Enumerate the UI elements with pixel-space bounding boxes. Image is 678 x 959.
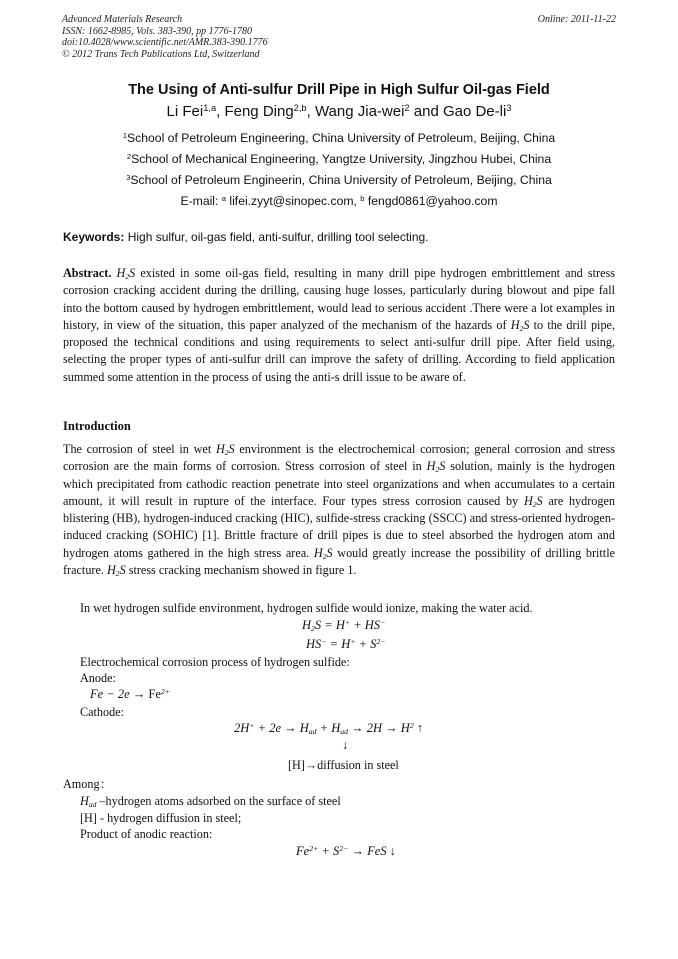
h2s-formula: $H_2S$	[510, 317, 530, 333]
h2s-formula: $H_2S$	[426, 459, 446, 475]
equation-1: $H_2S = H^+ + HS^-$	[302, 617, 386, 633]
affiliation-text: School of Petroleum Engineering, China University of Petroleum, Beijing, China	[127, 131, 556, 145]
author-list	[0, 103, 678, 120]
author-sup: 2,b	[293, 102, 307, 113]
body-line: Anode:	[80, 671, 116, 685]
affiliation-2	[0, 152, 678, 166]
equation-2: $HS^- = H^+ + S^{2-}$	[306, 636, 386, 651]
affiliation-3	[0, 173, 678, 187]
body-line	[80, 794, 341, 809]
body-line: [H]→diffusion in steel	[288, 758, 399, 772]
email-sup: b	[360, 193, 365, 203]
abstract-text: to the drill pipe, proposed the technical conditions and using requirements to select anti-sulfur drill pipe. After field using, selecting the proper types of anti-sulfur drill can improve the safety of drilling. According to field application summed some attention in the process of using the anti-s drill issue to be aware of.	[63, 317, 615, 384]
email-address: fengd0861@yahoo.com	[364, 194, 498, 208]
body-line: In wet hydrogen sulfide environment, hydrogen sulfide would ionize, making the water acid.	[80, 601, 533, 615]
intro-text: The corrosion of steel in wet	[63, 442, 216, 456]
affiliation-text: School of Mechanical Engineering, Yangtze University, Jingzhou Hubei, China	[131, 152, 552, 166]
keywords-label: Keywords:	[63, 230, 125, 244]
cathode-equation: $2H^+ + 2e \to H_{ad} + H_{ad} \to 2H \to H^2$ ↑	[234, 720, 424, 736]
anode-equation: $Fe - 2e \to Fe^{2+}$	[90, 686, 171, 701]
author-name: Li Fei	[166, 103, 204, 120]
abstract	[63, 265, 615, 386]
affiliation-sup: 3	[126, 172, 131, 182]
author-name: , Feng Ding	[216, 103, 294, 120]
introduction-paragraph	[63, 441, 615, 579]
body-line: [H] - hydrogen diffusion in steel;	[80, 811, 242, 825]
online-date: Online: 2011-11-22	[537, 14, 616, 25]
body-line: Electrochemical corrosion process of hydrogen sulfide:	[80, 655, 350, 669]
paper-title: The Using of Anti-sulfur Drill Pipe in High Sulfur Oil-gas Field	[128, 82, 550, 98]
section-heading: Introduction	[63, 419, 131, 433]
abstract-label: Abstract.	[63, 266, 112, 280]
down-arrow: ↓	[342, 738, 349, 752]
affiliation-sup: 1	[122, 130, 128, 140]
intro-text: environment is the electrochemical corrosion; general corrosion and stress corrosion are the main forms of corrosion. Stress corrosion of steel in	[63, 442, 615, 474]
h2s-formula: $H_2S$	[116, 266, 136, 281]
affiliation-text: School of Petroleum Engineerin, China University of Petroleum, Beijing, China	[130, 173, 552, 187]
h-ad-symbol: $H_{ad}$	[80, 794, 97, 809]
body-line: Product of anodic reaction:	[80, 827, 213, 841]
author-sup: 2	[404, 102, 410, 113]
had-description: –hydrogen atoms adsorbed on the surface of steel	[96, 794, 341, 808]
author-name: and Gao De-li	[409, 103, 507, 120]
intro-text: are hydrogen blistering (HB), hydrogen-induced cracking (HIC), sulfide-stress cracking (SSCC) and stress-oriented hydrogen-induced cracking (SOHIC) [1]. Brittle fracture of drill pipes is due to steel absorbed the hydrogen atom and hydrogen atoms gathered in the high stress area.	[63, 493, 615, 560]
author-name: , Wang Jia-wei	[306, 103, 405, 120]
h2s-formula: $H_2S$	[523, 493, 543, 509]
email-line	[0, 194, 678, 208]
body-line: Cathode:	[80, 705, 125, 719]
h2s-formula: $H_2S$	[215, 442, 235, 457]
formula-symbol: H	[116, 266, 126, 280]
abstract-text: existed in some oil-gas field, resulting in many drill pipe hydrogen embrittlement and stress corrosion cracking accident during the drilling, causing huge losses, particularly during blowout and pipe fall into the bottom caused by hydrogen embrittlement, would lead to serious accident .There were a lot examples in history, in view of the situation, this paper analyzed of the mechanism of the hazards of	[63, 266, 615, 332]
copyright-line: © 2012 Trans Tech Publications Ltd, Switzerland	[62, 48, 260, 60]
h2s-formula: $H_2S$	[313, 545, 333, 561]
email-sup: a	[221, 193, 226, 203]
intro-text: would greatly increase the possibility of drilling brittle fracture.	[63, 545, 615, 578]
affiliation-1	[0, 131, 678, 145]
issn-line: ISSN: 1662-8985, Vols. 383-390, pp 1776-1780	[62, 25, 252, 37]
author-sup: 1,a	[203, 102, 217, 113]
running-header	[62, 14, 616, 60]
email-prefix: E-mail:	[180, 194, 222, 208]
email-address: lifei.zyyt@sinopec.com,	[226, 194, 361, 208]
author-sup: 3	[506, 102, 512, 113]
doi-line: doi:10.4028/www.scientific.net/AMR.383-390.1776	[62, 37, 268, 48]
intro-text: stress cracking mechanism showed in figure 1.	[125, 563, 357, 578]
journal-name: Advanced Materials Research	[62, 14, 183, 25]
keywords-text: High sulfur, oil-gas field, anti-sulfur, drilling tool selecting.	[124, 230, 429, 244]
affiliation-sup: 2	[126, 151, 132, 161]
intro-text: solution, mainly is the hydrogen which precipitated from cathodic reaction penetrate into steel organizations and when accumulates to a certain amount, it will result in rupture of the interface. Four types stress corrosion caused by	[63, 459, 615, 508]
keywords	[63, 230, 429, 244]
body-line: Among：	[63, 777, 112, 791]
product-equation: $Fe^{2+} + S^{2-}$ → FeS ↓	[296, 843, 396, 858]
h2s-formula: $H_2S$	[106, 563, 126, 578]
